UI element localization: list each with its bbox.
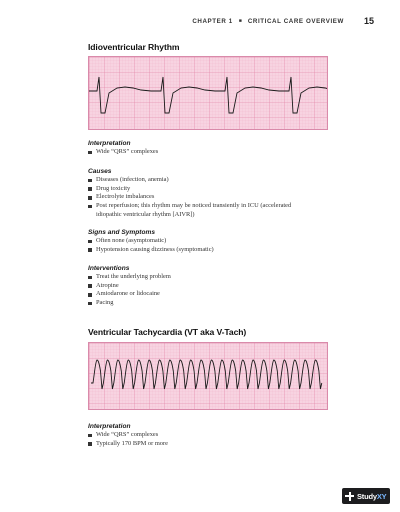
list-item: Drug toxicity [88,185,348,194]
list-item: Amiodarone or lidocaine [88,290,348,299]
chapter-title: CRITICAL CARE OVERVIEW [247,17,344,25]
list-item: Hypotension causing dizziness (symptomatic) [88,246,348,255]
section-title-vtach: Ventricular Tachycardia (VT aka V-Tach) [88,327,247,337]
list-item: Typically 170 BPM or more [88,440,348,449]
list-item: Diseases (infection, anemia) [88,176,348,185]
chapter-label: CHAPTER 1 [192,17,233,25]
list-item: Pacing [88,299,348,308]
logo-text: StudyXY [357,491,387,501]
interpretation-block-1 [88,140,348,157]
signs-block [88,229,348,254]
ecg-trace-idioventricular [89,57,328,130]
interpretation-heading: Interpretation [88,140,131,147]
running-header [192,16,374,26]
header-separator-icon: ■ [238,18,242,24]
causes-heading: Causes [88,168,112,175]
list-item: Often none (asymptomatic) [88,237,348,246]
plus-icon [345,492,354,501]
studyxy-logo [342,488,390,504]
list-item: Post reperfusion; this rhythm may be noticed transiently in ICU (accelerated [88,202,348,211]
interpretation-heading: Interpretation [88,423,131,430]
page-number: 15 [363,16,374,26]
ecg-strip-idioventricular [88,56,328,130]
interventions-heading: Interventions [88,265,130,272]
signs-heading: Signs and Symptoms [88,229,156,236]
interventions-block [88,265,348,308]
list-item: Electrolyte imbalances [88,193,348,202]
list-item: Treat the underlying problem [88,273,348,282]
ecg-strip-vtach [88,342,328,410]
causes-block [88,168,348,220]
list-item-continuation: idiopathic ventricular rhythm [AIVR]) [96,210,195,218]
interpretation-block-2 [88,423,348,448]
list-item: Wide “QRS” complexes [88,148,348,157]
list-item: Wide “QRS” complexes [88,431,348,440]
section-title-idioventricular: Idioventricular Rhythm [88,42,180,52]
ecg-trace-vtach [89,343,328,410]
list-item: Atropine [88,282,348,291]
